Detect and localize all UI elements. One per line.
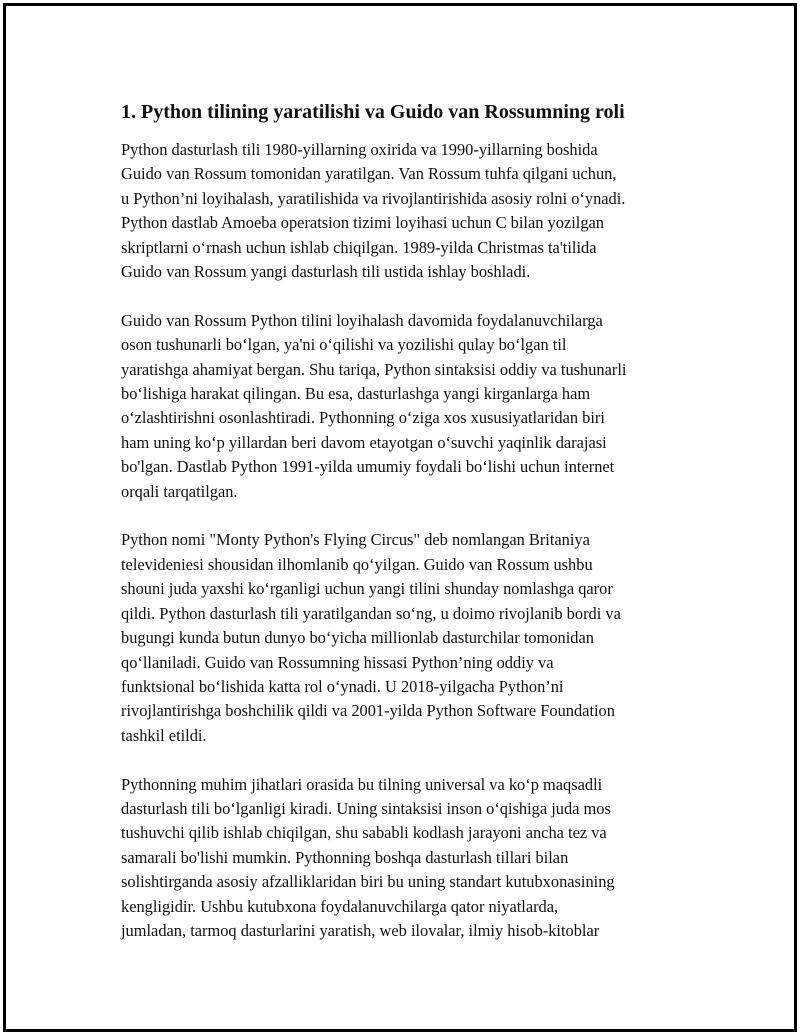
- paragraph-container: [121, 138, 711, 943]
- text-line: dasturlash tili bo‘lganligi kiradi. Uning sintaksisi inson o‘qishiga juda mos: [121, 798, 611, 818]
- text-line: tushuvchi qilib ishlab chiqilgan, shu sababli kodlash jarayoni ancha tez va: [121, 823, 607, 843]
- text-line: u Python’ni loyihalash, yaratilishida va rivojlantirishida asosiy rolni o‘ynadi.: [121, 188, 626, 208]
- text-line: shouni juda yaxshi ko‘rganligi uchun yangi tilini shunday nomlashga qaror: [121, 579, 613, 599]
- text-line: Pythonning muhim jihatlari orasida bu tilning universal va ko‘p maqsadli: [121, 774, 603, 794]
- text-line: Guido van Rossum tomonidan yaratilgan. Van Rossum tuhfa qilgani uchun,: [121, 164, 617, 184]
- document-body: [121, 100, 711, 968]
- text-line: bo‘lishiga harakat qilingan. Bu esa, dasturlashga yangi kirganlarga ham: [121, 384, 591, 404]
- text-line: samarali bo'lishi mumkin. Pythonning boshqa dasturlash tillari bilan: [121, 847, 569, 867]
- text-line: bugungi kunda butun dunyo bo‘yicha millionlab dasturchilar tomonidan: [121, 628, 594, 648]
- text-line: yaratishga ahamiyat bergan. Shu tariqa, Python sintaksisi oddiy va tushunarli: [121, 359, 627, 379]
- text-line: jumladan, tarmoq dasturlarini yaratish, web ilovalar, ilmiy hisob-kitoblar: [121, 920, 600, 940]
- text-line: qildi. Python dasturlash tili yaratilgandan so‘ng, u doimo rivojlanib bordi va: [121, 603, 621, 623]
- paragraph: [121, 138, 711, 284]
- text-line: rivojlantirishga boshchilik qildi va 2001-yilda Python Software Foundation: [121, 701, 615, 721]
- text-line: kengligidir. Ushbu kutubxona foydalanuvchilarga qator niyatlarda,: [121, 896, 559, 916]
- text-line: bo'lgan. Dastlab Python 1991-yilda umumiy foydali bo‘lishi uchun internet: [121, 457, 615, 477]
- text-line: qo‘llaniladi. Guido van Rossumning hissasi Python’ning oddiy va: [121, 652, 554, 672]
- paragraph: [121, 309, 711, 504]
- text-line: Python nomi "Monty Python's Flying Circus" deb nomlangan Britaniya: [121, 530, 590, 550]
- text-line: tashkil etildi.: [121, 725, 207, 745]
- paragraph: [121, 528, 711, 748]
- text-line: oson tushunarli bo‘lgan, ya'ni o‘qilishi va yozilishi qulay bo‘lgan til: [121, 335, 567, 355]
- paragraph: [121, 773, 711, 944]
- text-line: funktsional bo‘lishida katta rol o‘ynadi. U 2018-yilgacha Python’ni: [121, 676, 564, 696]
- text-line: skriptlarni o‘rnash uchun ishlab chiqilgan. 1989-yilda Christmas ta'tilida: [121, 237, 597, 257]
- page-frame: [3, 3, 797, 1032]
- text-line: Guido van Rossum Python tilini loyihalash davomida foydalanuvchilarga: [121, 310, 603, 330]
- text-line: Guido van Rossum yangi dasturlash tili ustida ishlay boshladi.: [121, 262, 531, 282]
- text-line: televideniesi shousidan ilhomlanib qo‘yilgan. Guido van Rossum ushbu: [121, 554, 593, 574]
- text-line: Python dasturlash tili 1980-yillarning oxirida va 1990-yillarning boshida: [121, 140, 598, 159]
- text-line: Python dastlab Amoeba operatsion tizimi loyihasi uchun C bilan yozilgan: [121, 213, 604, 233]
- text-line: solishtirganda asosiy afzalliklaridan biri bu uning standart kutubxonasining: [121, 872, 615, 892]
- text-line: orqali tarqatilgan.: [121, 481, 238, 501]
- text-line: ham uning ko‘p yillardan beri davom etayotgan o‘suvchi yaqinlik darajasi: [121, 432, 607, 452]
- text-line: o‘zlashtirishni osonlashtiradi. Pythonning o‘ziga xos xususiyatlaridan biri: [121, 408, 605, 428]
- section-heading: 1. Python tilining yaratilishi va Guido van Rossumning roli: [121, 101, 625, 123]
